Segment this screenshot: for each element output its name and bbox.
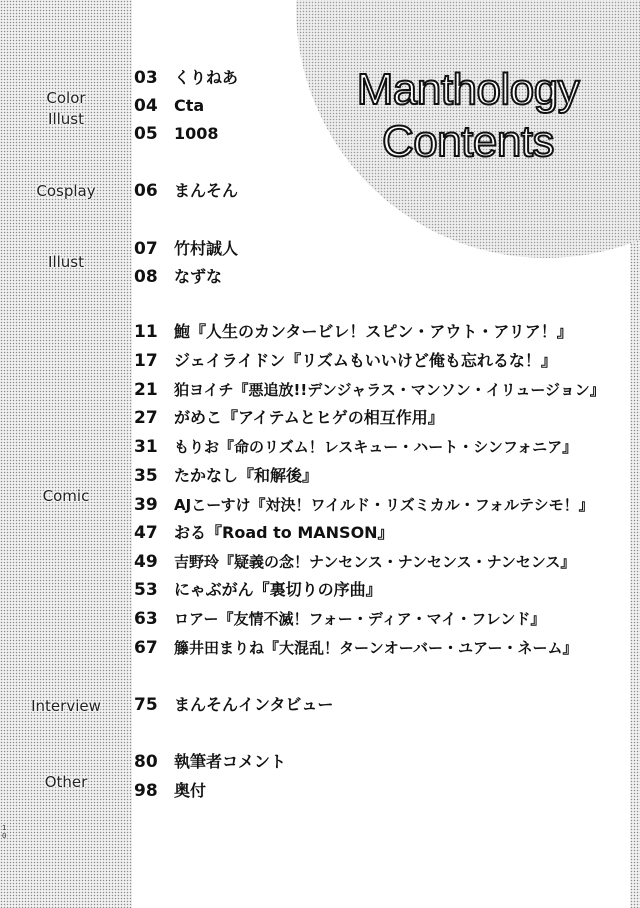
entry-title: ロアー『友情不滅！フォー・ディア・マイ・フレンド』 [174,610,546,628]
toc-entry [134,748,286,776]
entry-title: ジェイライドン『リズムもいいけど俺も忘れるな！』 [174,351,557,370]
page-number: 11 [134,322,158,342]
page-number: 21 [134,380,158,400]
entry-title: がめこ『アイテムとヒゲの相互作用』 [174,408,444,427]
category-color-illust: Color Illust [46,89,86,128]
page-number: 98 [134,781,158,801]
toc-entry [134,318,573,346]
page-number: 31 [134,437,158,457]
entry-title: もりお『命のリズム！レスキュー・ハート・シンフォニア』 [174,438,578,456]
folio: 1 0 [2,824,7,840]
page-number: 39 [134,495,158,515]
page-number: 80 [134,752,158,772]
entry-title: 鮑『人生のカンタービレ！スピン・アウト・アリア！』 [174,322,573,341]
toc-entry [134,519,394,547]
entry-title: Cta [174,96,205,115]
entry-title: 1008 [174,124,219,143]
entry-title: まんそん [174,181,239,200]
page-number: 06 [134,181,158,201]
entry-title: 吉野玲『疑義の念！ナンセンス・ナンセンス・ナンセンス』 [174,553,576,571]
toc-entry [134,347,557,375]
entry-title: まんそんインタビュー [174,695,334,714]
entry-title: 奥付 [174,781,207,800]
page-number: 27 [134,408,158,428]
entry-title: 籐井田まりね『大混乱！ターンオーバー・ユアー・ネーム』 [174,639,578,657]
toc-entry [134,404,444,432]
toc-entry [134,120,219,148]
toc-entry [134,605,545,633]
entry-title: 竹村誠人 [174,239,239,258]
title-line-1: Manthology [356,65,580,114]
page-number: 47 [134,523,158,543]
toc-entry [134,263,222,291]
category-illust: Illust [48,253,84,271]
entry-title: なずな [174,267,223,286]
category-interview: Interview [31,697,101,715]
toc-entry [134,548,575,576]
page-number: 04 [134,96,158,116]
page-number: 35 [134,466,158,486]
entry-title: AJこーすけ『対決！ワイルド・リズミカル・フォルテシモ！』 [174,496,594,514]
page-number: 75 [134,695,158,715]
toc-entry [134,376,605,404]
toc-entry [134,777,206,805]
entry-title: たかなし『和解後』 [174,466,319,485]
toc-entry [134,576,382,604]
page-number: 03 [134,68,158,88]
category-comic: Comic [42,487,90,505]
toc-entry [134,177,238,205]
category-cosplay: Cosplay [36,182,96,200]
page-number: 63 [134,609,158,629]
toc-entry [134,462,318,490]
toc-entry [134,634,578,662]
toc-entry [134,491,594,519]
entry-title: くりねあ [174,68,239,87]
page-title [318,64,618,168]
entry-title: 執筆者コメント [174,752,287,771]
entry-title: にゃぶがん『裏切りの序曲』 [174,580,382,599]
page-number: 17 [134,351,158,371]
page-number: 07 [134,239,158,259]
category-other: Other [44,773,88,791]
toc-entry [134,433,577,461]
entry-title: 狛ヨイチ『悪追放!!デンジャラス・マンソン・イリュージョン』 [174,381,605,399]
page-number: 05 [134,124,158,144]
toc-entry [134,691,333,719]
page-number: 49 [134,552,158,572]
page-number: 53 [134,580,158,600]
page-number: 08 [134,267,158,287]
title-line-2: Contents [381,117,555,166]
toc-entry [134,64,238,92]
page-number: 67 [134,638,158,658]
toc-entry [134,235,238,263]
toc-entry [134,92,204,120]
entry-title: おる『Road to MANSON』 [174,523,394,542]
